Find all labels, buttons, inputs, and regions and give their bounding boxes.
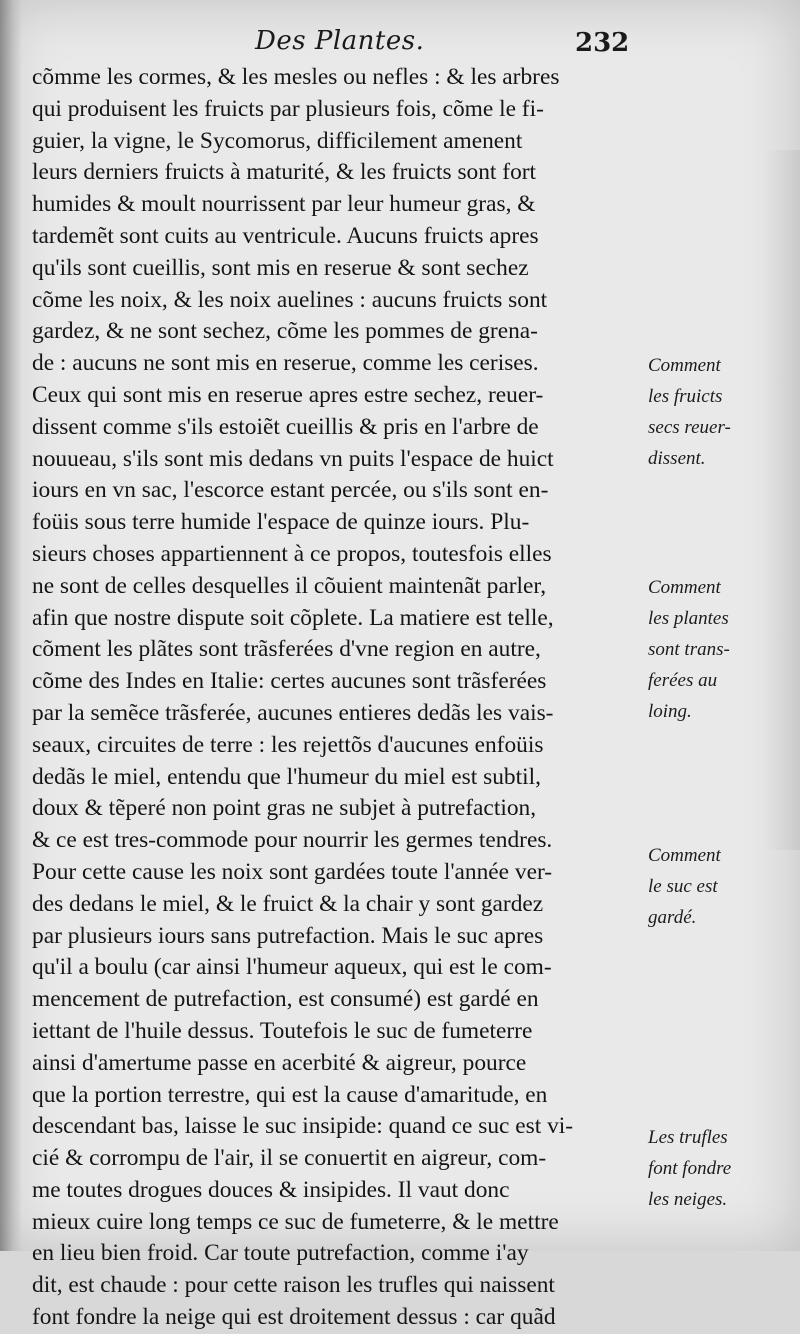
text-line: leurs derniers fruicts à maturité, & les fruicts sont fort: [32, 159, 537, 186]
text-line: cõmme les cormes, & les mesles ou nefles : & les arbres: [32, 64, 560, 90]
page-number: 232: [575, 28, 630, 58]
text-line: qui produisent les fruicts par plusieurs fois, cõme le fi-: [32, 95, 544, 122]
margin-note-line: sont trans-: [648, 639, 730, 660]
text-line: des dedans le miel, & le fruict & la chair y sont gardez: [32, 890, 544, 917]
running-title: Des Plantes.: [255, 26, 425, 56]
margin-note-plants-transferred: [648, 572, 798, 727]
margin-note-line: secs reuer-: [648, 417, 731, 438]
text-line: de : aucuns ne sont mis en reserue, comme les cerises.: [32, 350, 539, 377]
margin-note-line: loing.: [648, 701, 692, 722]
margin-note-juice-kept: [648, 840, 798, 933]
text-line: qu'ils sont cueillis, sont mis en reserue & sont sechez: [32, 254, 529, 281]
text-line: descendant bas, laisse le suc insipide: quand ce suc est vi-: [32, 1113, 574, 1140]
text-line: sieurs choses appartiennent à ce propos, toutesfois elles: [32, 540, 552, 567]
margin-note-line: les plantes: [648, 608, 729, 629]
page-edge-shading: [762, 150, 800, 850]
text-line: cié & corrompu de l'air, il se conuertit en aigreur, com-: [32, 1145, 547, 1172]
text-line: me toutes drogues douces & insipides. Il vaut donc: [32, 1176, 510, 1203]
text-line: font fondre la neige qui est droitement dessus : car quãd: [32, 1304, 556, 1331]
text-line: Ceux qui sont mis en reserue apres estre sechez, reuer-: [32, 381, 544, 408]
text-line: humides & moult nourrissent par leur humeur gras, &: [32, 191, 536, 218]
main-text-block: [32, 62, 672, 1334]
text-line: en lieu bien froid. Car toute putrefaction, comme i'ay: [32, 1240, 529, 1267]
margin-note-fruits-revive: [648, 350, 798, 474]
text-line: qu'il a boulu (car ainsi l'humeur aqueux, qui est le com-: [32, 954, 552, 981]
text-line: Pour cette cause les noix sont gardées toute l'année ver-: [32, 858, 553, 885]
margin-note-line: Les trufles: [648, 1127, 728, 1148]
text-line: dedãs le miel, entendu que l'humeur du miel est subtil,: [32, 763, 541, 790]
margin-note-line: ferées au: [648, 670, 718, 691]
text-line: que la portion terrestre, qui est la cause d'amaritude, en: [32, 1081, 548, 1108]
text-line: cõme les noix, & les noix auelines : aucuns fruicts sont: [32, 286, 548, 313]
margin-note-line: dissent.: [648, 448, 706, 469]
binding-shadow: [0, 0, 22, 1251]
text-line: guier, la vigne, le Sycomorus, difficilement amenent: [32, 127, 523, 154]
margin-note-line: Comment: [648, 845, 721, 866]
text-line: cõme des Indes en Italie: certes aucunes sont trãsferées: [32, 668, 547, 695]
text-line: nouueau, s'ils sont mis dedans vn puits l'espace de huict: [32, 445, 554, 472]
text-line: mieux cuire long temps ce suc de fumeterre, & le mettre: [32, 1208, 559, 1235]
text-line: dit, est chaude : pour cette raison les trufles qui naissent: [32, 1272, 555, 1299]
margin-note-line: Comment: [648, 355, 721, 376]
margin-note-truffles: [648, 1122, 798, 1215]
text-line: & ce est tres-commode pour nourrir les germes tendres.: [32, 827, 553, 854]
text-line: par la semẽce trãsferée, aucunes entieres dedãs les vais-: [32, 699, 554, 726]
text-line: iettant de l'huile dessus. Toutefois le suc de fumeterre: [32, 1017, 533, 1044]
text-line: gardez, & ne sont sechez, cõme les pommes de grena-: [32, 318, 538, 345]
margin-note-line: les fruicts: [648, 386, 723, 407]
text-line: cõment les plãtes sont trãsferées d'vne region en autre,: [32, 636, 541, 663]
text-line: tardemẽt sont cuits au ventricule. Aucuns fruicts apres: [32, 222, 539, 249]
text-line: foüis sous terre humide l'espace de quinze iours. Plu-: [32, 509, 530, 536]
text-line: mencement de putrefaction, est consumé) est gardé en: [32, 986, 539, 1013]
text-line: ainsi d'amertume passe en acerbité & aigreur, pource: [32, 1049, 527, 1076]
margin-note-line: font fondre: [648, 1158, 732, 1179]
text-line: dissent comme s'ils estoiẽt cueillis & pris en l'arbre de: [32, 413, 539, 440]
text-line: doux & tẽperé non point gras ne subjet à putrefaction,: [32, 795, 537, 822]
text-line: par plusieurs iours sans putrefaction. Mais le suc apres: [32, 922, 544, 949]
margin-note-line: Comment: [648, 577, 721, 598]
margin-note-line: gardé.: [648, 907, 697, 928]
margin-note-line: le suc est: [648, 876, 718, 897]
text-line: iours en vn sac, l'escorce estant percée, ou s'ils sont en-: [32, 477, 549, 504]
text-line: afin que nostre dispute soit cõplete. La matiere est telle,: [32, 604, 554, 631]
text-line: ne sont de celles desquelles il cõuient maintenãt parler,: [32, 572, 547, 599]
text-line: seaux, circuites de terre : les rejettõs d'aucunes enfoüis: [32, 731, 544, 758]
margin-note-line: les neiges.: [648, 1189, 728, 1210]
